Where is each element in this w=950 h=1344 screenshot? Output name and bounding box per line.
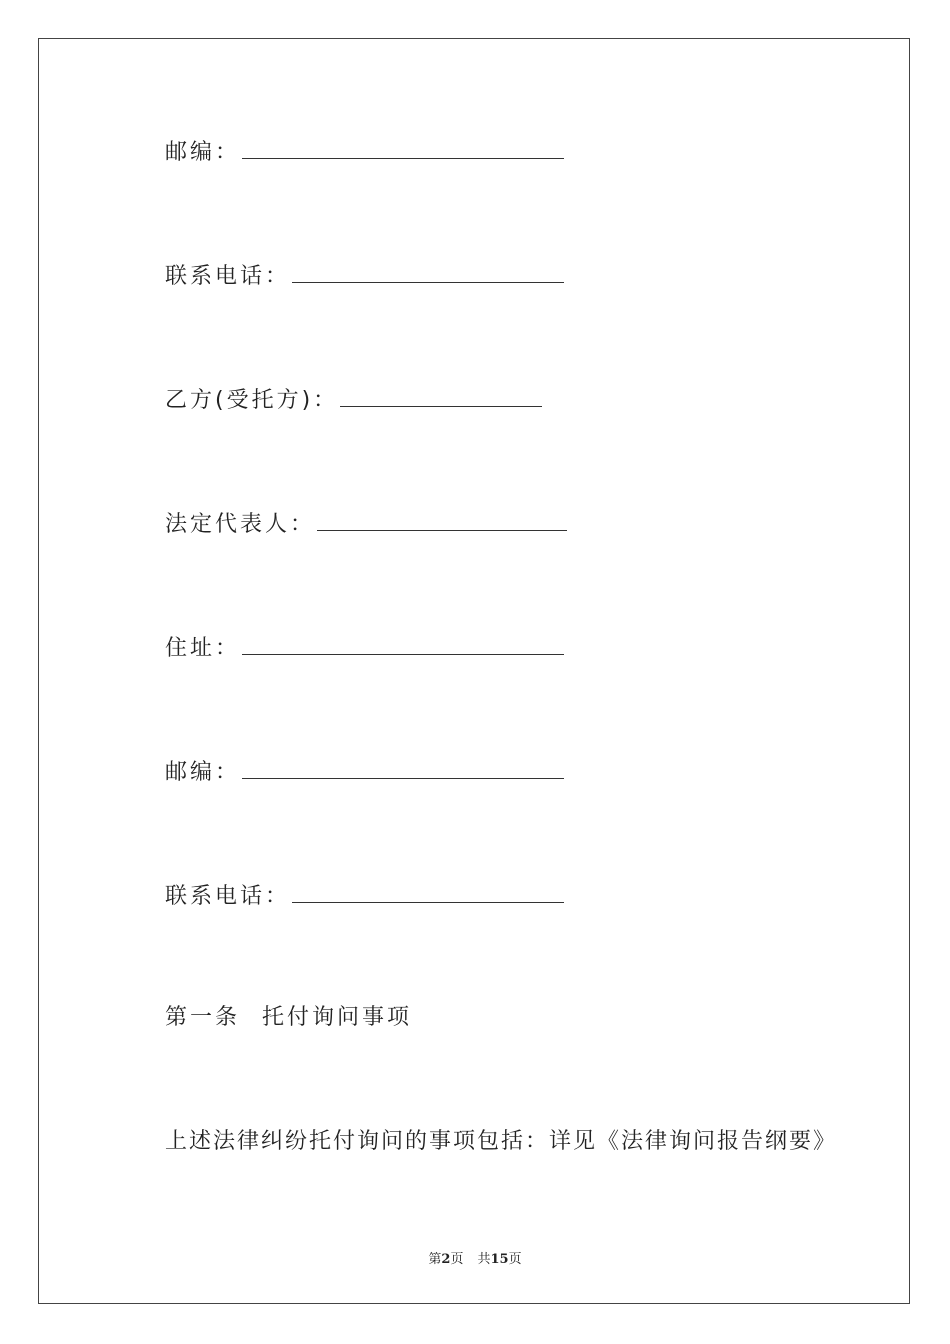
page-suffix: 页 (450, 1252, 464, 1267)
body-paragraph: 上述法律纠纷托付询问的事项包括：详见《法律询问报告纲要》 (165, 1129, 838, 1154)
address-input[interactable] (242, 632, 564, 655)
legal-rep-input[interactable] (317, 508, 567, 531)
legal-rep-field (165, 508, 567, 539)
total-pages: 15 (490, 1252, 509, 1267)
party-b-input[interactable] (340, 384, 542, 407)
phone-label-a: 联系电话： (165, 264, 291, 289)
page-number: 2 (441, 1252, 451, 1267)
postcode-label-a: 邮编： (165, 140, 241, 165)
party-b-field (165, 384, 542, 415)
postcode-input-b[interactable] (242, 756, 564, 779)
phone-label-b: 联系电话： (165, 884, 291, 909)
article-number: 第一条 (165, 1005, 241, 1030)
phone-field-b (165, 880, 564, 911)
legal-rep-label: 法定代表人： (165, 512, 316, 537)
phone-input-b[interactable] (292, 880, 564, 903)
postcode-field-b (165, 756, 564, 787)
address-label: 住址： (165, 636, 241, 661)
page-prefix: 第 (428, 1252, 442, 1267)
postcode-input-a[interactable] (242, 136, 564, 159)
article-title: 托付询问事项 (262, 1005, 413, 1030)
page-border (38, 38, 910, 1304)
article-heading (165, 1004, 412, 1032)
postcode-field-a (165, 136, 564, 167)
total-prefix: 共 (477, 1252, 491, 1267)
phone-input-a[interactable] (292, 260, 564, 283)
postcode-label-b: 邮编： (165, 760, 241, 785)
address-field (165, 632, 564, 663)
phone-field-a (165, 260, 564, 291)
page-footer (0, 1248, 950, 1267)
party-b-label: 乙方(受托方)： (165, 388, 339, 413)
total-suffix: 页 (508, 1252, 522, 1267)
